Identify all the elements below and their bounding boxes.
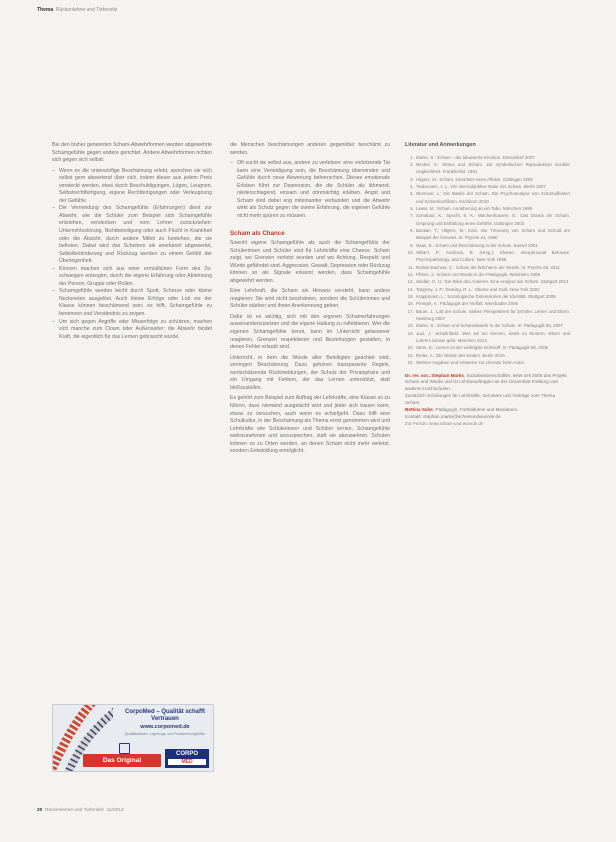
reference-item: 15. Krappmann, L.: Soziologische Dimensionen der Identität. Stuttgart 2005 [415,293,570,300]
reference-item: 9. Haas, E.: Scham und Beschämung in der Schule. Kassel 2001 [415,242,570,249]
reference-item: 8. Bastian, T.; Hilgers, M.: Kain. Die Trennung von Scham und Schuld am Beispiel der Genesis. In: Psyche 44, 1990 [415,227,570,242]
reference-item: 19. Juul, J.: Schulinfarkt. Was wir tun können, damit es Kindern, Eltern und Lehrern besser geht. München 2013 [415,330,570,345]
middle-paragraph: Sowohl eigene Schamgefühle als auch die Schamgefühle der Schülerinnen und Schüler sind für Lehrkräfte eine Chance. Scham zeigt, wo Grenzen verletzt wurden und wo Achtung, Respekt und Würde gefährdet sind. Aggression, Gewalt, Depression oder Rückzug können so als Signale erkannt werden, dass Schamgefühle abgewehrt werden. [230,240,390,284]
author-bio [405,373,570,421]
ad-subtitle: Qualitätskissen, Lagerungs- und Positionierungshilfen [124,732,206,736]
reference-item: 4. Tiedemann, J. L.: Die intersubjektive Natur der Scham. Berlin 2007 [415,183,570,190]
middle-bullet-list [230,160,390,220]
reference-item: 14. Tangney, J. P.; Dearing, R. L.: Shame and Guilt. New York 2002 [415,286,570,293]
reference-item: 20. Stern, E.: Lernen ist der wichtigste Rohstoff. In: Pädagogik 58, 2006 [415,344,570,351]
page-number: 20 [37,808,43,813]
corpomed-logo [165,749,209,768]
ad-banner: Das Original [83,754,161,767]
middle-column [230,142,390,782]
author-name: Dr. rer. soc. Stephan Marks [405,372,464,378]
reference-item: 17. Bauer, J.: Lob der Schule. Sieben Perspektiven für Schüler, Lehrer und Eltern. Hamburg 2007 [415,308,570,323]
reference-item: 1. Marks, S.: Scham – die tabuisierte Emotion. Düsseldorf 2007 [415,154,570,161]
ad-url[interactable]: www.corpomed.de [140,724,190,730]
middle-paragraph: Es gehört zum Beispiel zum Auftrag der Lehrkräfte, eine Klasse so zu führen, dass niemand ausgelacht wird und jeder sich trauen kann, etwas zu versuchen, auch wenn es schiefgeht. Dazu hilft eine Schulkultur, in der Beschämung als Thema ernst genommen wird und Lehrkräfte wie Schülerinnen und Schüler lernen, Schamgefühle wahrzunehmen und anzusprechen, statt sie abzuwehren. Schulen können so zu Orten werden, an denen Scham nicht mehr verletzt, sondern Entwicklung ermöglicht. [230,395,390,455]
running-head [37,7,577,13]
left-intro: Bei den bisher genannten Scham-Abwehrformen werden abgewehrte Schamgefühle gegen andere gerichtet. Andere Abwehrformen richten sich gegen sich selbst: [52,142,212,164]
reference-item: 10. Gilbert, P.; Andrews, B. (Hrsg.): Shame. Interpersonal Behavior, Psychopathology, and Culture. New York 1998 [415,249,570,264]
section-heading-scham-als-chance: Scham als Chance [230,230,285,238]
reference-item: 2. Neckel, S.: Status und Scham. Zur symbolischen Reproduktion sozialer Ungleichheit. Frankfurt/M. 1991 [415,161,570,176]
left-bullet-list [52,168,212,342]
author-bio-extra: Zusätzlich Schulungen für Lehrkräfte, Seminare und Vorträge zum Thema Scham. [405,393,556,406]
reference-item: 5. Wurmser, L.: Die Maske der Scham. Die Psychoanalyse von Schamaffekten und Schamkonflikten. Eschborn 2010 [415,190,570,205]
reference-item: 22. Weitere Angaben und Hinweise zur Literatur beim Autor. [415,359,570,366]
author-contact[interactable]: Kontakt: stephan.marks@schamundwuerde.de [405,413,501,419]
reference-item: 12. Pfister, J.: Scham und Würde in der Pädagogik. Weinheim 2009 [415,271,570,278]
logo-text-top: CORPO [175,751,198,757]
middle-paragraph: Dafür ist es wichtig, sich mit den eigenen Schamerfahrungen auseinanderzusetzen und die eigene Haltung zu reflektieren. Wer die eigenen Schamgefühle kennt, kann im Unterricht gelassener reagieren, Grenzen respektieren und Beziehungen gestalten, in denen Fehler erlaubt sind. [230,313,390,351]
reference-item: 13. Seidler, G. H.: Der Blick des Anderen. Eine Analyse der Scham. Stuttgart 2012 [415,278,570,285]
left-bullet: – Können machen sich aus einer ermüdlichen Form des Zu-schweigen entzogen, durch die eigene Erfahrung oder Ablehnung der Person, Gruppe oder Rollen. [59,266,212,289]
certificate-icon [119,743,130,754]
reference-item: 3. Hilgers, M.: Scham. Gesichter eines Affekts. Göttingen 2006 [415,176,570,183]
coauthor-bio-text: , Pädagogin, Fortbildnerin und Mediatorin. [432,407,519,413]
issue-number: 11/2014 [106,808,124,813]
left-bullet: – Wenn es die unterwürfige Beschämung erlebt, sprechen sie sich selbst gern abwertend über sich, indem dieser aus jedem Preis versteckt werden, etwa durch Beschuldigungen, Lügen, Leugnen, Selbstrechtfertigung, eigene Rechtfertigungen oder Verleugnung der Gefühle. [59,168,212,206]
reference-item: 21. Reiter, A.: Die Würde des Kindes. Berlin 2010 [415,352,570,359]
middle-paragraph: Eine Lehrkraft, die Scham als Hinweis versteht, kann anders reagieren: Sie wird nicht beschämen, sondern die Schülerinnen und Schüler stärken und ihnen Anerkennung geben. [230,288,390,310]
ad-title: CorpoMed – Qualität schafft Vertrauen [124,709,205,722]
middle-bullet: – Oft sucht sie selbst aus, andere zu verletzen: eine verletzende Tat kann eine Verteidigung sein, die Beschämung überwinden und Gefühle durch neue Abwertung beherrschen. Dieses emotionale Erleben führt zur Depression, die die Schüler als lähmend, niederschlagend, einsam und ohnmächtig erleben. Angst und Scham sind dabei eng miteinander verbunden und die Abwehr wirkt als Schutz gegen die innere Erfahrung, die eigenen Gefühle nicht mehr spüren zu müssen. [237,160,390,220]
journal-name: Rückenlehne und Tiefensitz [45,808,104,813]
reference-item: 18. Marks, S.: Scham und Schamabwehr in der Schule. In: Pädagogik 59, 2007 [415,322,570,329]
author-website[interactable]: Zur Person: www.scham-und-wuerde.de [405,420,484,426]
references-list [405,154,570,367]
reference-item: 11. Rohde-Dachser, C.: Scham als Wächterin der Würde. In: Psyche 65, 2011 [415,264,570,271]
right-column [405,142,570,802]
reference-item: 6. Lewis, M.: Scham. Annäherung an ein Tabu. München 1995 [415,205,570,212]
middle-intro: die Menschen beschämungen anderen gegenüber beschämt zu werden. [230,142,390,156]
left-bullet: – Schamgefühle werden leicht durch Spott, Scherze oder kleine Neckereien ausgelöst. Auch kleine Erfolge oder Lob vor der Klasse können beschämend sein; es hilft, Schamgefühle zu benennen und Verständnis zu zeigen. [59,288,212,318]
page-footer [37,808,337,813]
logo-text-bottom: MED [168,759,206,765]
author-bio-text: , Sozialwissenschaftler, leitet seit 2006 das Projekt Scham und Würde und ist Lehrbeauftragter an der Universität Freiburg und anderen Hochschulen. [405,372,567,392]
references-heading: Literatur und Anmerkungen [405,142,476,148]
reference-item: 7. Schüttauf, K.; Specht, E. K.; Wachenhausen, G.: Das Drama der Scham. Ursprung und Entfaltung eines Gefühls. Göttingen 2003 [415,212,570,227]
reference-item: 16. Prengel, A.: Pädagogik der Vielfalt. Wiesbaden 2006 [415,300,570,307]
left-bullet: – Um sich gegen Angriffe oder Misserfolge zu schützen, machen sich manche zum Clown oder Außenseiter; die Abwehr bindet Kraft, die eigentlich für das Lernen gebraucht würde. [59,319,212,342]
running-subtitle: Rückenlehne und Tiefensitz [55,7,118,13]
coauthor-name: Bettina Sahe [405,407,433,413]
section-label: Thema [37,7,54,13]
left-column [52,142,212,662]
left-bullet: – Die Vermeidung des Schamgefühls (Erfahrungen) dient zur Abwehr, wie die Schüler zum Beispiel sich Schamgefühle entziehen, verstecken und vom Lehrer zurückziehen: Unterrichtsstörung, Nichtbeteiligung oder auch Flucht in Krankheit oder die Absicht, durch andere Mittel zu bestehen, die sie befreien. Dabei wird das Scheitern als anerkannt abgewertet, Selbstbehinderung und Rückzug werden zu einem Gefühl der Überlegenheit. [59,205,212,265]
middle-paragraph: Unterricht, in dem die Würde aller Beteiligten geachtet wird, verringert Beschämung. Dazu gehören transparente Regeln, wertschätzende Rückmeldungen, der Schutz der Privatsphäre und ein Umgang mit Fehlern, der das Lernen unterstützt, statt bloßzustellen. [230,354,390,391]
corpomed-advertisement[interactable] [52,704,214,772]
